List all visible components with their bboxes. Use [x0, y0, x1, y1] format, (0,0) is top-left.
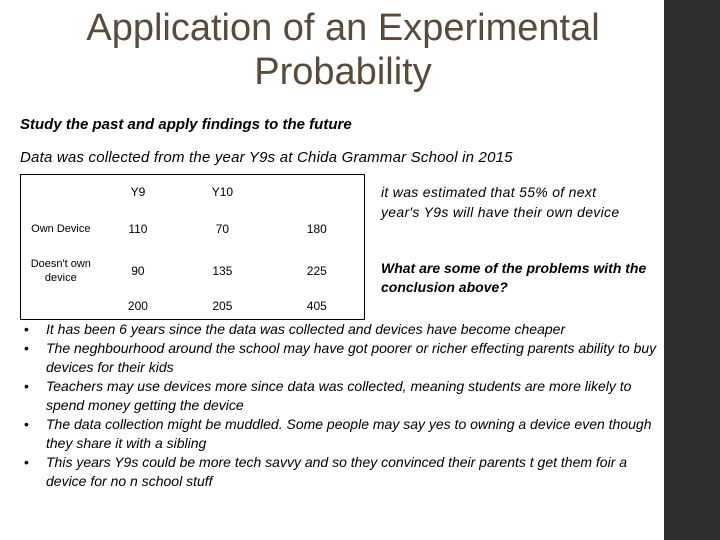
table-cell: 70	[215, 222, 230, 236]
table-cell: 110	[128, 222, 148, 236]
table-header-cell: Y9	[101, 175, 176, 210]
table-cell: 135	[212, 264, 233, 278]
title-line-1: Application of an Experimental	[86, 7, 600, 49]
list-item	[20, 453, 660, 491]
bullet-icon: •	[24, 340, 29, 356]
list-item-text: Teachers may use devices more since data was collected, meaning students are more likely to spend money getting the device	[46, 378, 632, 413]
title-line-2: Probability	[254, 51, 432, 93]
bullet-icon: •	[24, 454, 29, 470]
list-item-text: The neghbourhood around the school may have got poorer or richer effecting parents ability to buy devices for their kids	[46, 340, 657, 375]
list-item	[20, 339, 660, 377]
table-cell: 405	[270, 293, 365, 320]
table-cell: 180	[270, 209, 365, 249]
table-cell: 205	[175, 293, 269, 320]
estimate-text: it was estimated that 55% of next year's Y9s will have their own device	[381, 184, 620, 220]
table-cell: 200	[101, 293, 176, 320]
question-text: What are some of the problems with the conclusion above?	[381, 260, 647, 295]
table-row	[21, 209, 365, 249]
data-collection-note: Data was collected from the year Y9s at Chida Grammar School in 2015	[20, 149, 513, 166]
page-title	[20, 6, 666, 94]
table-row	[21, 293, 365, 320]
table-cell	[21, 175, 101, 210]
table-header-row	[21, 175, 365, 210]
list-item-text: This years Y9s could be more tech savvy and so they convinced their parents t get them foir a device for no n school stuff	[46, 454, 628, 489]
device-ownership-table	[20, 174, 365, 320]
problem-list	[20, 320, 660, 491]
table-cell	[270, 175, 365, 210]
list-item	[20, 320, 660, 339]
bullet-icon: •	[24, 321, 29, 337]
table-cell: 90	[131, 264, 145, 278]
table-cell: 225	[270, 249, 365, 293]
table-header-cell: Y10	[175, 175, 269, 210]
table-row	[21, 249, 365, 293]
bullet-icon: •	[24, 378, 29, 394]
list-item	[20, 415, 660, 453]
table-row-header: Doesn't own device	[21, 249, 101, 293]
subtitle: Study the past and apply findings to the future	[20, 116, 352, 133]
list-item-text: The data collection might be muddled. Some people may say yes to owning a device even though they share it with a sibling	[46, 416, 652, 451]
table-cell	[21, 293, 101, 320]
list-item	[20, 377, 660, 415]
table-row-header: Own Device	[21, 209, 101, 249]
right-sidebar-bar	[664, 0, 720, 540]
list-item-text: It has been 6 years since the data was collected and devices have become cheaper	[46, 321, 566, 337]
bullet-icon: •	[24, 416, 29, 432]
